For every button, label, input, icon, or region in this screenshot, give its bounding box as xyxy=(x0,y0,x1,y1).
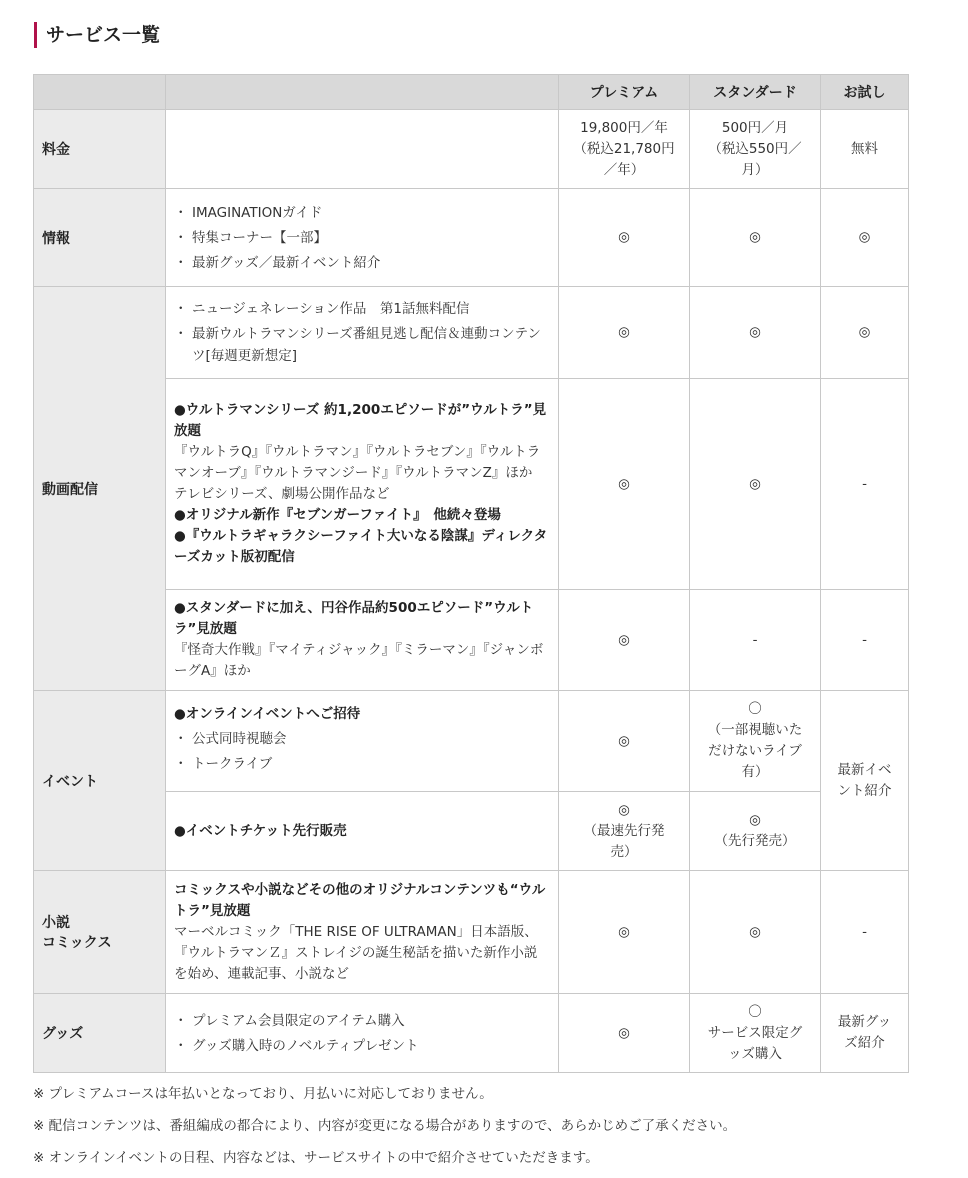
fee-premium-line: ／年） xyxy=(603,161,645,178)
note: ※ 配信コンテンツは、番組編成の都合により、内容が変更になる場合がありますので、あらかじめご了承ください。 xyxy=(33,1118,737,1134)
event-2-premium-line: ◎ xyxy=(618,801,630,818)
event-2-standard-line: ◎ xyxy=(749,812,761,828)
event-1-standard-line: 有） xyxy=(741,764,769,780)
fee-label: 料金 xyxy=(34,110,166,189)
video-label: 動画配信 xyxy=(34,287,166,691)
goods-standard-line: ッズ購入 xyxy=(728,1045,782,1062)
info-trial: ◎ xyxy=(821,189,909,287)
novel-premium: ◎ xyxy=(559,871,690,994)
goods-trial-line: 最新グッ xyxy=(837,1014,892,1030)
event-1-standard-line: だけないライブ xyxy=(708,743,802,759)
fee-premium xyxy=(559,110,690,189)
goods-item: ・ プレミアム会員限定のアイテム購入 xyxy=(174,1010,550,1032)
video-item: ・ ニュージェネレーション作品 第1話無料配信 xyxy=(174,298,550,320)
video-item: ・ 最新ウルトラマンシリーズ番組見逃し配信＆連動コンテンツ[毎週更新想定] xyxy=(174,323,550,367)
event-desc-2 xyxy=(166,792,559,871)
novel-bold: コミックスや小説などその他のオリジナルコンテンツも“ウルトラ”見放題 xyxy=(174,881,546,919)
event-1-bold: ●オンラインイベントへご招待 xyxy=(174,706,361,722)
video-2-standard: ◎ xyxy=(690,379,821,590)
video-2-premium: ◎ xyxy=(559,379,690,590)
goods-standard-line: サービス限定グ xyxy=(707,1024,803,1041)
video-2-bold-3: ●『ウルトラギャラクシーファイト大いなる陰謀』ディレクターズカット版初配信 xyxy=(174,528,548,565)
notes xyxy=(33,1082,933,1178)
novel-standard: ◎ xyxy=(690,871,821,994)
info-desc xyxy=(166,189,559,287)
fee-premium-line: 19,800円／年 xyxy=(580,119,668,136)
goods-trial xyxy=(821,994,909,1073)
novel-desc xyxy=(166,871,559,994)
header-premium: プレミアム xyxy=(559,75,690,110)
novel-label xyxy=(34,871,166,994)
goods-desc xyxy=(166,994,559,1073)
event-desc-1 xyxy=(166,691,559,792)
fee-desc xyxy=(166,110,559,189)
video-desc-2 xyxy=(166,379,559,590)
goods-standard-line: 〇 xyxy=(748,1003,762,1020)
novel-label-line: 小説 xyxy=(42,915,70,931)
event-trial xyxy=(821,691,909,871)
goods-item: ・ グッズ購入時のノベルティプレゼント xyxy=(174,1035,550,1057)
novel-label-line: コミックス xyxy=(42,935,112,951)
event-1-standard-line: （一部視聴いた xyxy=(707,722,803,738)
video-3-bold-1: ●スタンダードに加え、円谷作品約500エピソード”ウルトラ”見放題 xyxy=(174,600,534,637)
event-trial-line: ント紹介 xyxy=(837,782,892,799)
video-2-bold-1: ●ウルトラマンシリーズ 約1,200エピソードが”ウルトラ”見放題 xyxy=(174,402,547,439)
fee-trial: 無料 xyxy=(821,110,909,189)
fee-standard-line: （税込550円／ xyxy=(708,140,802,157)
event-2-premium-line: （最速先行発 xyxy=(583,822,665,839)
video-desc-3 xyxy=(166,590,559,691)
video-1-trial: ◎ xyxy=(821,287,909,379)
novel-text: マーベルコミック「THE RISE OF ULTRAMAN」日本語版、『ウルトラマンＺ』ストレイジの誕生秘話を描いた新作小説を始め、連載記事、小説など xyxy=(174,923,538,982)
fee-standard-line: 500円／月 xyxy=(721,119,789,136)
event-2-premium-line: 売） xyxy=(610,843,638,860)
event-label: イベント xyxy=(34,691,166,871)
header-standard: スタンダード xyxy=(690,75,821,110)
video-2-trial: - xyxy=(821,379,909,590)
video-row-1 xyxy=(34,287,909,379)
video-3-text-1: 『怪奇大作戦』『マイティジャック』『ミラーマン』『ジャンボーグA』ほか xyxy=(174,642,544,679)
info-item: ・ 特集コーナー【一部】 xyxy=(174,227,550,249)
video-1-premium: ◎ xyxy=(559,287,690,379)
video-1-standard: ◎ xyxy=(690,287,821,379)
goods-trial-line: ズ紹介 xyxy=(844,1035,885,1051)
event-2-premium xyxy=(559,792,690,871)
event-2-standard xyxy=(690,792,821,871)
goods-label: グッズ xyxy=(34,994,166,1073)
video-3-premium: ◎ xyxy=(559,590,690,691)
header-trial: お試し xyxy=(821,75,909,110)
header-blank-2 xyxy=(166,75,559,110)
video-3-standard: - xyxy=(690,590,821,691)
fee-row xyxy=(34,110,909,189)
fee-premium-line: （税込21,780円 xyxy=(573,140,675,157)
fee-standard xyxy=(690,110,821,189)
event-item: ・ トークライブ xyxy=(174,753,550,775)
info-row xyxy=(34,189,909,287)
event-2-standard-line: （先行発売） xyxy=(714,833,796,849)
event-1-premium: ◎ xyxy=(559,691,690,792)
video-3-trial: - xyxy=(821,590,909,691)
video-2-text-2: テレビシリーズ、劇場公開作品など xyxy=(174,486,390,502)
event-row-2 xyxy=(34,792,909,871)
event-trial-line: 最新イベ xyxy=(837,761,892,778)
video-row-3 xyxy=(34,590,909,691)
note: ※ プレミアムコースは年払いとなっており、月払いに対応しておりません。 xyxy=(33,1086,493,1102)
header-row xyxy=(34,75,909,110)
novel-trial: - xyxy=(821,871,909,994)
info-premium: ◎ xyxy=(559,189,690,287)
event-row-1 xyxy=(34,691,909,792)
event-item: ・ 公式同時視聴会 xyxy=(174,728,550,750)
info-item: ・ 最新グッズ／最新イベント紹介 xyxy=(174,252,550,274)
note: ※ オンラインイベントの日程、内容などは、サービスサイトの中で紹介させていただきます。 xyxy=(33,1150,599,1166)
goods-standard xyxy=(690,994,821,1073)
info-standard: ◎ xyxy=(690,189,821,287)
event-1-standard-line: 〇 xyxy=(748,701,762,717)
event-2-bold: ●イベントチケット先行販売 xyxy=(174,822,347,839)
page-title: サービス一覧 xyxy=(34,22,160,48)
info-item: ・ IMAGINATIONガイド xyxy=(174,202,550,224)
goods-premium: ◎ xyxy=(559,994,690,1073)
service-table xyxy=(33,74,909,1073)
goods-row xyxy=(34,994,909,1073)
info-label: 情報 xyxy=(34,189,166,287)
video-2-text-1: 『ウルトラQ』『ウルトラマン』『ウルトラセブン』『ウルトラマンオーブ』『ウルトラマンジード』『ウルトラマンZ』ほか xyxy=(174,444,541,481)
video-2-bold-2: ●オリジナル新作『セブンガーファイト』 他続々登場 xyxy=(174,507,501,523)
novel-row xyxy=(34,871,909,994)
header-blank-1 xyxy=(34,75,166,110)
video-row-2 xyxy=(34,379,909,590)
event-1-standard xyxy=(690,691,821,792)
video-desc-1 xyxy=(166,287,559,379)
fee-standard-line: 月） xyxy=(741,161,769,178)
